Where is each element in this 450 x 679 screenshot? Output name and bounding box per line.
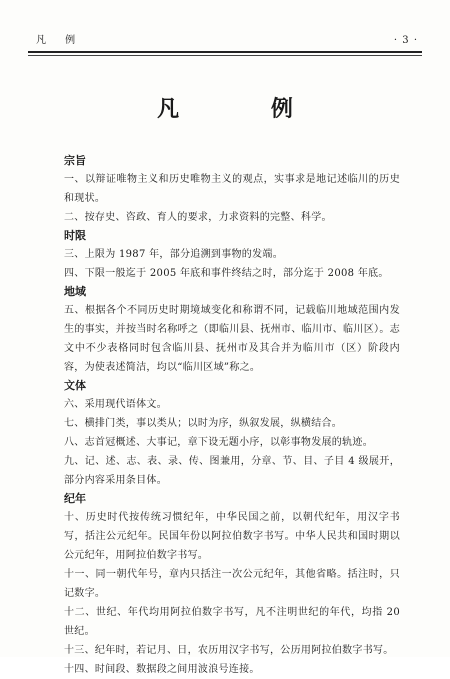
- section-territory: [64, 283, 400, 377]
- header-rule-thick: [28, 51, 422, 53]
- section-purpose: [64, 152, 400, 227]
- header-rule-thin: [28, 55, 422, 56]
- paragraph: 九、记、述、志、表、录、传、图兼用，分章、节、目、子目 4 级展开，部分内容采用条目体。: [64, 456, 400, 486]
- section-heading: 地域: [64, 285, 86, 298]
- running-title: 凡 例: [36, 35, 84, 46]
- page-title: 凡 例: [157, 97, 335, 122]
- paragraph: 八、志首冠概述、大事记，章下设无题小序，以彰事物发展的轨迹。: [64, 437, 373, 448]
- paragraph: 十、历史时代按传统习惯纪年，中华民国之前，以朝代纪年，用汉字书写，括注公元纪年。民国年份以阿拉伯数字书写。中华人民共和国时期以公元纪年，用阿拉伯数字书写。: [64, 512, 400, 561]
- running-head: [28, 34, 422, 48]
- paragraph: 二、按存史、咨政、育人的要求，力求资料的完整、科学。: [64, 212, 332, 223]
- paragraph: 十四、时间段、数据段之间用波浪号连接。: [64, 664, 260, 675]
- paragraph: 十二、世纪、年代均用阿拉伯数字书写，凡不注明世纪的年代，均指 20 世纪。: [64, 607, 400, 637]
- paragraph: 四、下限一般迄于 2005 年底和事件终结之时，部分迄于 2008 年底。: [64, 268, 389, 279]
- section-time-limits: [64, 227, 400, 283]
- paragraph: 六、采用现代语体文。: [64, 399, 167, 410]
- section-dating: [64, 490, 400, 679]
- section-heading: 文体: [64, 379, 86, 392]
- paragraph: 五、根据各个不同历史时期境域变化和称谓不同，记载临川地域范围内发生的事实，并按当时名称呼之（即临川县、抚州市、临川市、临川区）。志文中不少表格同时包含临川县、抚州市及其合并为临川市（区）阶段内容，为使表述简洁，均以“临川区域”称之。: [64, 305, 400, 373]
- section-style: [64, 377, 400, 490]
- document-body: [64, 152, 400, 679]
- paragraph: 十一、同一朝代年号，章内只括注一次公元纪年，其他省略。括注时，只记数字。: [64, 569, 400, 599]
- page-number: · 3 ·: [393, 35, 418, 46]
- paragraph: 三、上限为 1987 年，部分追溯到事物的发端。: [64, 249, 284, 260]
- paragraph: 一、以辩证唯物主义和历史唯物主义的观点，实事求是地记述临川的历史和现状。: [64, 174, 400, 204]
- paragraph: 十三、纪年时，若记月、日，农历用汉字书写，公历用阿拉伯数字书写。: [64, 645, 394, 656]
- section-heading: 时限: [64, 229, 86, 242]
- paragraph: 七、横排门类，事以类从；以时为序，纵叙发展，纵横结合。: [64, 418, 343, 429]
- section-heading: 纪年: [64, 492, 86, 505]
- section-heading: 宗旨: [64, 154, 86, 167]
